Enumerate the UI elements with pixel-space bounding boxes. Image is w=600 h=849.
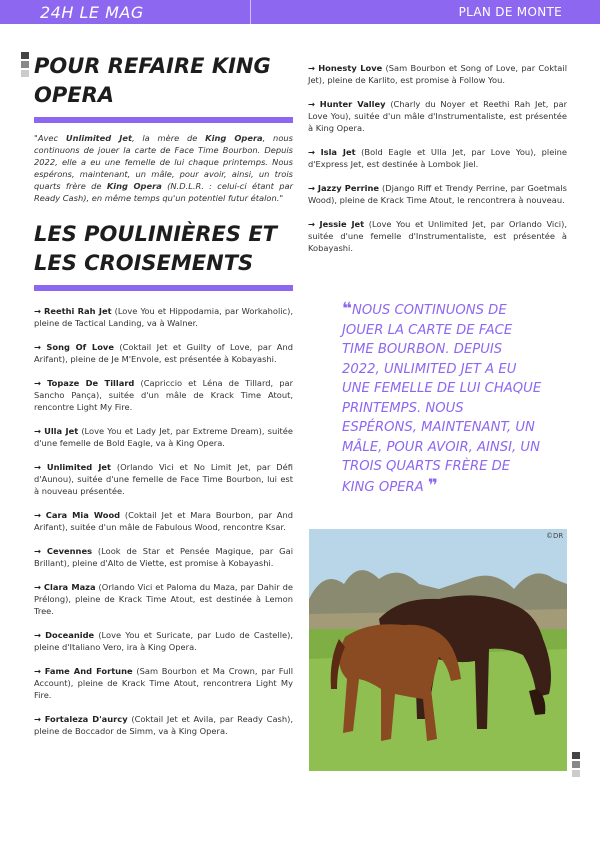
arrow-icon: → bbox=[34, 342, 41, 352]
arrow-icon: → bbox=[308, 219, 315, 229]
mare-name: Reethi Rah Jet bbox=[44, 306, 112, 316]
mare-entry bbox=[308, 62, 567, 86]
mare-details: (Orlando Vici et Paloma du Maza, par Dahir de Prélong), pleine de Krack Time Atout, est destinée à Lemon Tree. bbox=[34, 582, 293, 616]
arrow-icon: → bbox=[308, 183, 315, 193]
intro-paragraph: "Avec Unlimited Jet, la mère de King Opera, nous continuons de jouer la carte de Face Time Bourbon. Depuis 2022, elle a eu une femelle de lui chaque printemps. Nous espérons, maintenant, un mâle, pour avoir, ainsi, un trois quarts frère de King Opera (N.D.L.R. : celui-ci étant par Ready Cash), en même temps qu'un potentiel futur étalon." bbox=[34, 133, 293, 203]
arrow-icon: → bbox=[34, 630, 41, 640]
arrow-icon: → bbox=[34, 306, 41, 316]
mare-entry bbox=[34, 545, 293, 569]
arrow-icon: → bbox=[34, 666, 41, 676]
mare-entry bbox=[34, 581, 293, 617]
section-rule bbox=[34, 285, 293, 291]
page-marker-bottom bbox=[572, 752, 580, 779]
mare-details: (Coktail Jet et Guilty of Love, par And Arifant), pleine de Je M'Envole, est présentée à Kobayashi. bbox=[34, 342, 294, 364]
mare-entry bbox=[34, 629, 293, 653]
mare-name: Song Of Love bbox=[46, 342, 114, 352]
mare-name: Fame And Fortune bbox=[44, 666, 133, 676]
mare-name: Clara Maza bbox=[43, 582, 96, 592]
section-title: PLAN DE MONTE bbox=[458, 5, 562, 19]
arrow-icon: → bbox=[34, 462, 41, 472]
mare-name: Topaze De Tillard bbox=[47, 378, 135, 388]
mare-list-left bbox=[34, 305, 293, 737]
mare-name: Hunter Valley bbox=[319, 99, 386, 109]
mare-name: Cara Mia Wood bbox=[45, 510, 121, 520]
mare-name: Cevennes bbox=[46, 546, 93, 556]
mare-details: (Bold Eagle et Ulla Jet, par Love You), pleine d'Express Jet, est destinée à Lombok Jiel. bbox=[308, 147, 568, 169]
arrow-icon: → bbox=[34, 546, 41, 556]
mare-entry bbox=[34, 377, 293, 413]
mare-entry bbox=[34, 305, 293, 329]
mare-details: (Coktail Jet et Mara Bourbon, par And Arifant), suitée d'un mâle de Fabulous Wood, rencontre Ksar. bbox=[34, 510, 293, 532]
mare-entry bbox=[34, 425, 293, 449]
horse-photo bbox=[309, 529, 567, 771]
mare-details: (Orlando Vici et No Limit Jet, par Défi d'Aunou), suitée d'une femelle de Face Time Bourbon, lui est à nouveau présentée. bbox=[34, 462, 293, 496]
mare-details: (Sam Bourbon et Ma Crown, par Full Account), pleine de Krack Time Atout, rencontrera Light My Fire. bbox=[34, 666, 293, 700]
mare-entry bbox=[34, 713, 293, 737]
open-quote-icon: ❝ bbox=[342, 299, 352, 319]
mare-entry bbox=[34, 509, 293, 533]
arrow-icon: → bbox=[308, 63, 315, 73]
photo-credit: ©DR bbox=[546, 532, 564, 540]
mare-entry bbox=[308, 182, 567, 206]
article-title: POUR REFAIRE KING OPERA bbox=[34, 54, 271, 107]
mare-details: (Coktail Jet et Avila, par Ready Cash), pleine de Boccador de Simm, va à King Opera. bbox=[34, 714, 293, 736]
mare-details: (Love You et Unlimited Jet, par Orlando Vici), suitée d'une femelle d'Instrumentaliste, est présentée à Kobayashi. bbox=[308, 219, 567, 253]
mare-name: Jessie Jet bbox=[319, 219, 365, 229]
arrow-icon: → bbox=[308, 99, 315, 109]
arrow-icon: → bbox=[34, 378, 41, 388]
mare-name: Ulla Jet bbox=[44, 426, 79, 436]
mare-details: (Django Riff et Trendy Perrine, par Goetmals Wood), pleine de Krack Time Atout, le rencontrera à nouveau. bbox=[308, 183, 567, 205]
mare-name: Jazzy Perrine bbox=[317, 183, 380, 193]
mare-name: Honesty Love bbox=[318, 63, 383, 73]
arrow-icon: → bbox=[34, 510, 41, 520]
mare-entry bbox=[308, 218, 567, 254]
arrow-icon: → bbox=[34, 714, 41, 724]
section-heading: LES POULINIÈRES ET LES CROISEMENTS bbox=[34, 222, 278, 275]
mare-details: (Look de Star et Pensée Magique, par Gai Brillant), pleine d'Alto de Viette, est promise à Kobayashi. bbox=[34, 546, 294, 568]
mare-and-foal-image bbox=[309, 529, 567, 771]
mare-details: (Love You et Suricate, par Ludo de Castelle), pleine d'Italiano Vero, ira à King Opera. bbox=[34, 630, 294, 652]
mare-details: (Charly du Noyer et Reethi Rah Jet, par Love You), suitée d'un mâle d'Instrumentaliste, est présentée à King Opera. bbox=[308, 99, 567, 133]
mare-entry bbox=[34, 341, 293, 365]
mare-name: Doceanide bbox=[45, 630, 95, 640]
mare-name: Fortaleza D'aurcy bbox=[44, 714, 128, 724]
mare-entry bbox=[308, 146, 567, 170]
magazine-title: 24H LE MAG bbox=[40, 3, 144, 22]
mare-list-right bbox=[308, 62, 567, 254]
pull-quote bbox=[342, 300, 542, 497]
title-rule bbox=[34, 117, 293, 123]
mare-details: (Sam Bourbon et Song of Love, par Coktail Jet), pleine de Karlito, est promise à Follow You. bbox=[308, 63, 567, 85]
header-bar bbox=[0, 0, 600, 24]
left-column bbox=[34, 52, 293, 749]
arrow-icon: → bbox=[34, 582, 41, 592]
header-divider bbox=[250, 0, 251, 24]
mare-details: (Capriccio et Léna de Tillard, par Sancho Pança), suitée d'un mâle de Krack Time Atout, rencontre Light My Fire. bbox=[34, 378, 293, 412]
mare-entry bbox=[308, 98, 567, 134]
mare-entry bbox=[34, 461, 293, 497]
arrow-icon: → bbox=[34, 426, 41, 436]
mare-name: Unlimited Jet bbox=[46, 462, 112, 472]
close-quote-icon: ❞ bbox=[427, 475, 438, 496]
arrow-icon: → bbox=[308, 147, 315, 157]
mare-details: (Love You et Hippodamia, par Workaholic), pleine de Tactical Landing, va à Walner. bbox=[34, 306, 293, 328]
mare-entry bbox=[34, 665, 293, 701]
mare-details: (Love You et Lady Jet, par Extreme Dream), suitée d'une femelle de Bold Eagle, va à King Opera. bbox=[34, 426, 293, 448]
pull-quote-text: NOUS CONTINUONS DE JOUER LA CARTE DE FACE TIME BOURBON. DEPUIS 2022, UNLIMITED JET A EU UNE FEMELLE DE LUI CHAQUE PRINTEMPS. NOUS ESPÉRONS, MAINTENANT, UN MÂLE, POUR AVOIR, AINSI, UN TROIS QUARTS FRÈRE DE KING OPERA bbox=[342, 303, 542, 495]
mare-name: Isla Jet bbox=[320, 147, 356, 157]
right-column bbox=[308, 62, 567, 266]
page-marker-top bbox=[21, 52, 29, 79]
